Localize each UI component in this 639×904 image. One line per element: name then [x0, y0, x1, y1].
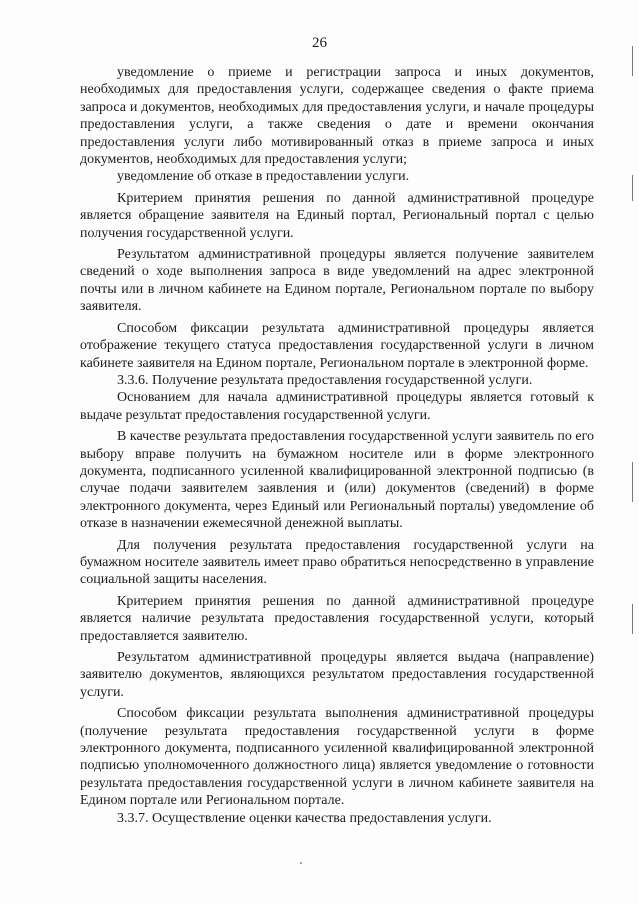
paragraph-notification-receipt: уведомление о приеме и регистрации запроса и иных документов, необходимых для предоставления услуги, содержащее сведения о факте приема запроса и документов, необходимых для предоставления услуги, и начале процедуры предоставления услуги, а также сведения о дате и времени окончания предоставления услуги либо мотивированный отказ в приеме запроса и иных документов, необходимых для предоставления услуги;	[80, 65, 594, 168]
section-heading-3-3-7: 3.3.7. Осуществление оценки качества предоставления услуги.	[117, 810, 492, 826]
paragraph-procedure-result: Результатом административной процедуры является получение заявителем сведений о ходе выполнения запроса в виде уведомлений на адрес электронной почты или в личном кабинете на Едином портале, Региональном портале по выбору заявителя.	[80, 247, 594, 315]
scan-margin-mark	[632, 46, 633, 76]
paragraph-procedure-basis: Основанием для начала административной процедуры является готовый к выдаче результат предоставления государственной услуги.	[80, 390, 594, 423]
section-heading-3-3-6: 3.3.6. Получение результата предоставления государственной услуги.	[117, 372, 533, 388]
scan-speck	[300, 862, 302, 864]
document-body	[80, 64, 594, 827]
scan-margin-mark	[632, 175, 633, 201]
scan-margin-mark	[632, 604, 633, 634]
page-number: 26	[312, 35, 327, 51]
paragraph-decision-criterion: Критерием принятия решения по данной административной процедуре является обращение заявителя на Единый портал, Региональный портал с целью получения государственной услуги.	[80, 190, 594, 241]
paragraph-procedure-result-2: Результатом административной процедуры является выдача (направление) заявителю документов, являющихся результатом предоставления государственной услуги.	[80, 650, 594, 700]
paragraph-fixation-method-2: Способом фиксации результата выполнения административной процедуры (получение результата предоставления государственной услуги в форме электронного документа, подписанного усиленной квалифицированной электронной подписью уполномоченного должностного лица) является уведомление о готовности результата предоставления государственной услуги в личном кабинете заявителя на Едином портале или Региональном портале.	[80, 706, 594, 809]
paragraph-paper-result: Для получения результата предоставления государственной услуги на бумажном носителе заявитель имеет право обратиться непосредственно в управление социальной защиты населения.	[80, 537, 594, 588]
paragraph-notification-refusal: уведомление об отказе в предоставлении услуги.	[117, 169, 410, 185]
scan-margin-mark	[632, 462, 633, 502]
paragraph-fixation-method: Способом фиксации результата административной процедуры является отображение текущего статуса предоставления государственной услуги в личном кабинете заявителя на Едином портале, Региональном портале в электронной форме.	[80, 320, 594, 371]
paragraph-result-options: В качестве результата предоставления государственной услуги заявитель по его выбору вправе получить на бумажном носителе или в форме электронного документа, подписанного усиленной квалифицированной электронной подписью (в случае подачи заявителем заявления и (или) документов (сведений) в форме электронного документа, через Единый или Региональный порталы) уведомление об отказе в назначении ежемесячной денежной выплаты.	[80, 429, 594, 532]
paragraph-decision-criterion-2: Критерием принятия решения по данной административной процедуре является наличие результата предоставления государственной услуги, который предоставляется заявителю.	[80, 593, 594, 644]
